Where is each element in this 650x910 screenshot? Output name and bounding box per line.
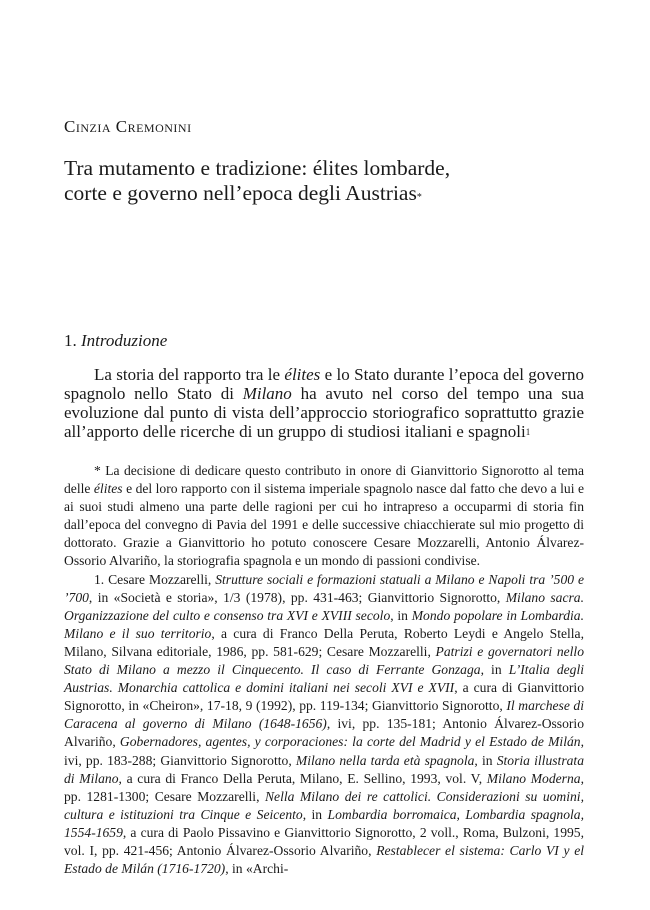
footnote-ref-1[interactable]: 1 (525, 427, 531, 437)
body-text (64, 365, 584, 441)
footnote-1-segment: 1. Cesare Mozzarelli, (94, 571, 216, 587)
section-title: Introduzione (81, 331, 168, 350)
footnotes (64, 462, 584, 878)
body-paragraph: La storia del rapporto tra le élites e lo Stato durante l’epoca del governo spagnolo nello Stato di Milano ha avuto nel corso del tempo una sua evoluzione dal punto di vista dell’approccio storiografico soprattutto grazie all’apporto delle ricerche di un gruppo di studiosi italiani e spagnoli$^1$ (64, 365, 584, 441)
title-footnote-mark[interactable]: * (416, 192, 422, 203)
footnote-1-italic-segment: Gobernadores, agentes, y corporaciones: la corte del Madrid y el Estado de Milán (119, 734, 581, 750)
section-heading (64, 331, 167, 351)
footnote-1-segment: , in (390, 607, 412, 623)
title-line-1: Tra mutamento e tradizione: élites lombarde, (64, 156, 451, 180)
footnote-1-italic-segment: Patrizi e governatori nello Stato di Milano a mezzo il Cinquecento. Il caso di Ferrante Gonzaga (64, 643, 585, 678)
footnote-1-italic-segment: Il marchese di Caracena al governo di Milano (1648-1656) (64, 698, 585, 732)
footnote-1-italic-segment: Milano Moderna (486, 770, 581, 786)
footnote-1-italic-segment: L’Italia degli Austrias. Monarchia cattolica e domini italiani nei secoli XVI e XVII (64, 662, 584, 696)
footnote-1-italic-segment: Storia illustrata di Milano (64, 752, 584, 786)
footnote-1-segment: , pp. 1281-1300; Cesare Mozzarelli, (64, 770, 584, 804)
footnote-1-segment: , a cura di Franco Della Peruta, Milano, E. Sellino, 1993, vol. V, (118, 770, 487, 786)
footnote-1-italic-segment: Lombardia borromaica, Lombardia spagnola, 1554-1659 (64, 806, 584, 840)
footnote-1-italic-segment: Strutture sociali e formazioni statuali a Milano e Napoli tra ’500 e ’700 (64, 571, 584, 605)
footnote-1-segment: , a cura di Gianvittorio Signorotto, in «Cheiron», 17-18, 9 (1992), pp. 119-134; Gianvittorio Signorotto, (64, 680, 584, 714)
footnote-1-segment: , ivi, pp. 183-288; Gianvittorio Signorotto, (64, 734, 584, 768)
footnote-1-italic-segment: Restablecer el sistema: Carlo VI y el Estado de Milán (1716-1720) (64, 842, 585, 877)
footnote-1-italic-segment: Milano nella tarda età spagnola (295, 752, 475, 768)
footnote-1-italic-segment: Mondo popolare in Lombardia. Milano e il suo territorio (64, 607, 584, 641)
article-title (64, 156, 584, 206)
footnote-1-segment: , in «Archi- (225, 861, 289, 877)
section-number: 1. (64, 331, 77, 350)
footnote-1-segment: , in (480, 662, 509, 678)
footnote-1-segment: , a cura di Franco Della Peruta, Roberto Leydi e Angelo Stella, Milano, Silvana editoriale, 1986, pp. 581-629; Cesare Mozzarelli, (64, 625, 584, 659)
footnote-1-segment: , in «Società e storia», 1/3 (1978), pp. 431-463; Gianvittorio Signorotto, (88, 589, 506, 605)
title-line-2: corte e governo nell’epoca degli Austrias (64, 181, 417, 205)
footnote-1 (64, 571, 584, 879)
footnote-1-italic-segment: Milano sacra. Organizzazione del culto e consenso tra XVI e XVIII secolo (64, 589, 584, 623)
author-name: Cinzia Cremonini (64, 117, 192, 136)
footnote-1-segment: , a cura di Paolo Pissavino e Gianvittorio Signorotto, 2 voll., Roma, Bulzoni, 1995, vol. I, pp. 421-456; Antonio Álvarez-Ossorio Alvariño, (64, 824, 584, 858)
footnote-1-italic-segment: Nella Milano dei re cattolici. Considerazioni su uomini, cultura e istituzioni tra Cinque e Seicento (64, 788, 584, 822)
footnote-1-segment: , in (302, 806, 328, 822)
footnote-1-segment: , in (474, 752, 497, 768)
footnote-1-segment: , ivi, pp. 135-181; Antonio Álvarez-Ossorio Alvariño, (64, 716, 584, 750)
footnote-star: * La decisione di dedicare questo contributo in onore di Gianvittorio Signorotto al tema delle élites e del loro rapporto con il sistema imperiale spagnolo nasce dal fatto che devo a lui e ai suoi studi almeno una parte delle ragioni per cui ho intrapreso a occuparmi di storia fin dall’epoca del convegno di Pavia del 1991 e delle successive chiacchierate sul mio progetto di dottorato. Grazie a Gianvittorio ho potuto conoscere Cesare Mozzarelli, Antonio Álvarez-Ossorio Alvariño, la storiografia spagnola e un mondo di passioni condivise. (64, 463, 584, 569)
